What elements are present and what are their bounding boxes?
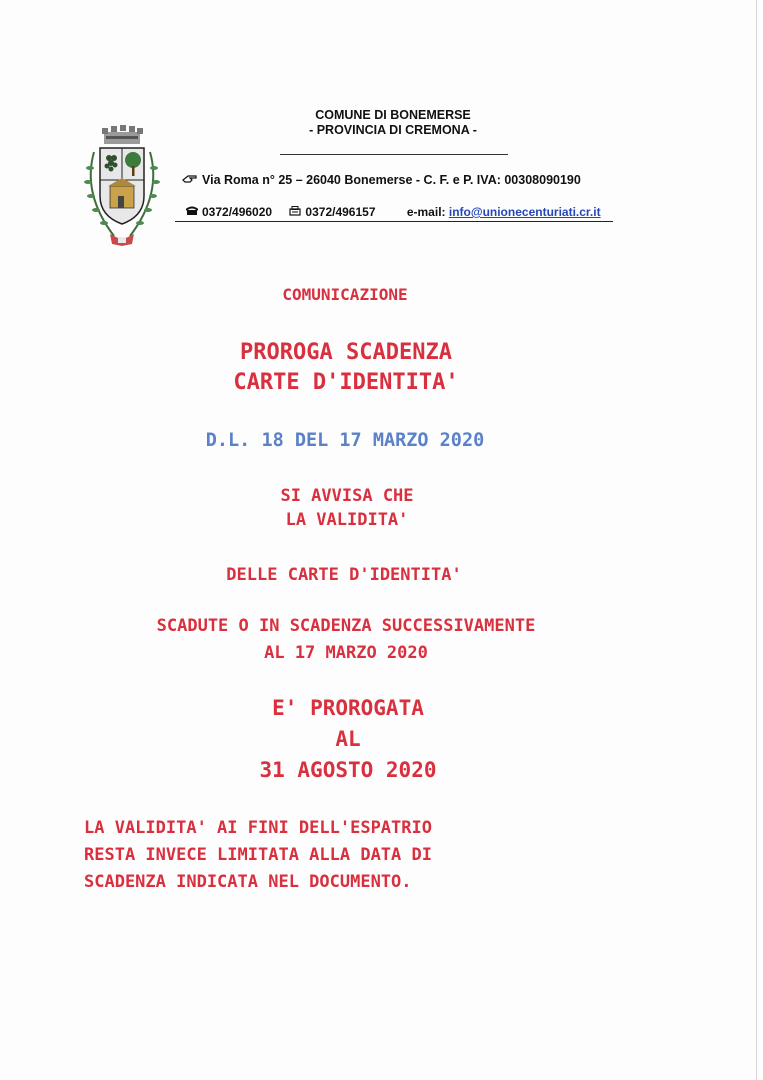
letterhead-title <box>280 108 506 138</box>
notice-subject: DELLE CARTE D'IDENTITA' <box>226 565 462 585</box>
notice-title <box>0 338 692 398</box>
decree-reference: D.L. 18 DEL 17 MARZO 2020 <box>205 430 485 451</box>
email-label: e-mail: <box>406 205 446 219</box>
notice-heading: COMUNICAZIONE <box>282 285 408 304</box>
expatriation-line-3: SCADENZA INDICATA NEL DOCUMENTO. <box>84 872 412 892</box>
notice-scope <box>0 613 692 667</box>
page-edge <box>756 0 757 1080</box>
email-link[interactable]: info@unionecenturiati.cr.it <box>448 205 601 219</box>
fax-number: 0372/496157 <box>305 205 376 219</box>
contact-divider <box>175 221 613 222</box>
notice-intro <box>0 484 694 532</box>
extension-line-2: AL <box>335 727 361 751</box>
scope-line-2: AL 17 MARZO 2020 <box>264 643 428 663</box>
municipality-name: COMUNE DI BONEMERSE <box>315 108 471 122</box>
coat-of-arms-icon <box>80 124 164 252</box>
phone-number: 0372/496020 <box>202 205 273 219</box>
hand-pointer-icon <box>182 173 198 187</box>
expatriation-line-1: LA VALIDITA' AI FINI DELL'ESPATRIO <box>84 818 432 838</box>
fax-icon <box>289 205 301 219</box>
address-text: Via Roma n° 25 – 26040 Bonemerse - C. F. e P. IVA: 00308090190 <box>202 173 581 187</box>
telephone-icon <box>186 205 198 219</box>
contact-line <box>186 205 626 219</box>
title-line-2: CARTE D'IDENTITA' <box>233 370 459 395</box>
notice-extension <box>0 693 696 786</box>
header-divider <box>280 154 508 155</box>
intro-line-1: SI AVVISA CHE <box>280 486 414 506</box>
expatriation-line-2: RESTA INVECE LIMITATA ALLA DATA DI <box>84 845 432 865</box>
scope-line-1: SCADUTE O IN SCADENZA SUCCESSIVAMENTE <box>156 616 536 636</box>
province-name: - PROVINCIA DI CREMONA - <box>309 123 477 137</box>
intro-line-2: LA VALIDITA' <box>285 510 409 530</box>
extension-date: 31 AGOSTO 2020 <box>259 758 437 782</box>
title-line-1: PROROGA SCADENZA <box>240 340 452 365</box>
expatriation-note <box>84 815 616 896</box>
extension-line-1: E' PROROGATA <box>272 696 424 720</box>
address-line <box>182 173 622 187</box>
